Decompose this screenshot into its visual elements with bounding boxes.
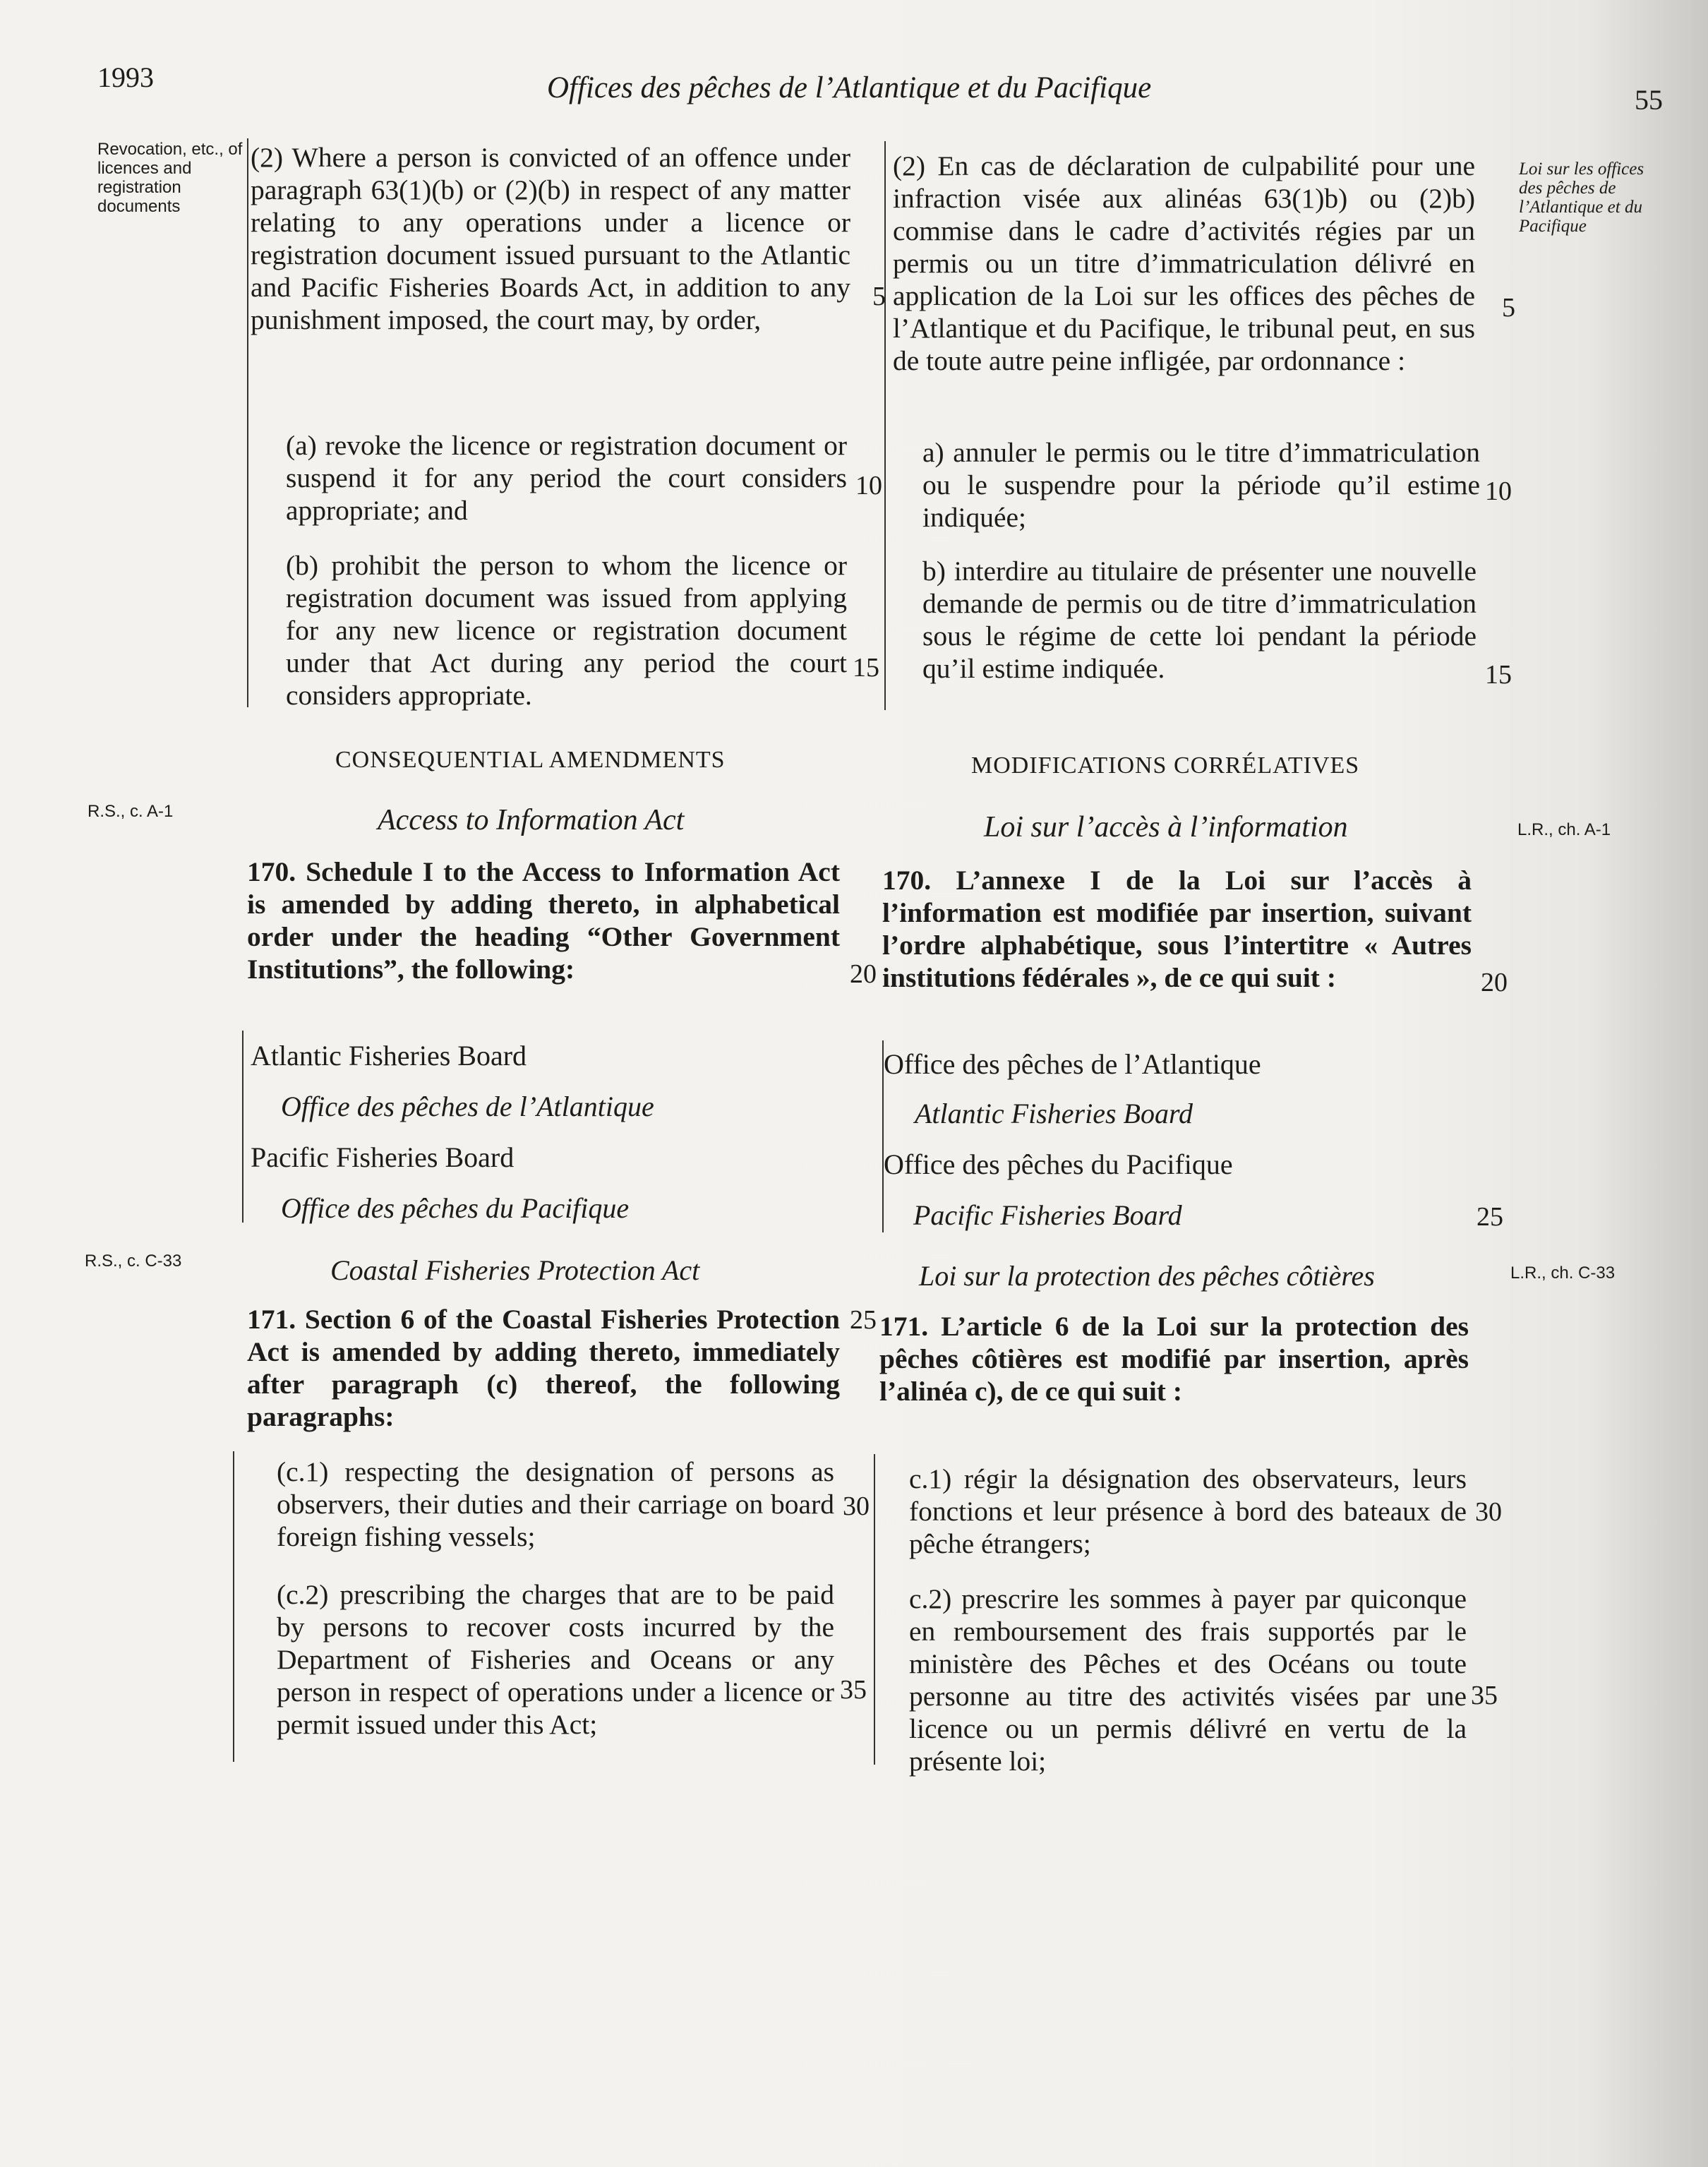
fr-heading-modifications: MODIFICATIONS CORRÉLATIVES bbox=[971, 752, 1360, 779]
page-number: 55 bbox=[1635, 84, 1663, 116]
margin-note-revocation: Revocation, etc., of licences and registration documents bbox=[97, 140, 243, 216]
en-section-171: 171. Section 6 of the Coastal Fisheries Protection Act is amended by adding thereto, immediately after paragraph (c) thereof, the following paragraphs: bbox=[247, 1304, 840, 1432]
fr-act-title-coastal: Loi sur la protection des pêches côtières bbox=[919, 1260, 1375, 1292]
en-paragraph-c1: (c.1) respecting the designation of persons as observers, their duties and their carriage on board foreign fishing vessels; bbox=[277, 1456, 834, 1552]
line-number: 15 bbox=[853, 653, 879, 683]
line-number: 35 bbox=[840, 1675, 867, 1705]
line-number: 35 bbox=[1471, 1681, 1498, 1710]
margin-note-loi-offices: Loi sur les offices des pêches de l’Atlantique et du Pacifique bbox=[1519, 160, 1644, 236]
en-act-title-coastal: Coastal Fisheries Protection Act bbox=[330, 1254, 700, 1286]
en-board-pacific: Pacific Fisheries Board bbox=[251, 1141, 515, 1173]
en-paragraph-c2: (c.2) prescribing the charges that are to be paid by persons to recover costs incurred by the Department of Fisheries and Oceans or any person in respect of operations under a licence or permit issued under this Act; bbox=[277, 1579, 834, 1740]
line-number: 25 bbox=[1477, 1202, 1503, 1232]
line-number: 5 bbox=[872, 282, 886, 311]
line-number: 30 bbox=[843, 1491, 870, 1521]
en-bar-paragraphs bbox=[233, 1451, 234, 1762]
en-bar-subsection bbox=[247, 138, 248, 707]
en-act-title-access: Access to Information Act bbox=[378, 804, 685, 836]
header-title: Offices des pêches de l’Atlantique et du Pacifique bbox=[547, 71, 1152, 104]
line-number: 5 bbox=[1502, 293, 1515, 323]
line-number: 20 bbox=[850, 959, 877, 989]
fr-bar-paragraphs bbox=[874, 1454, 875, 1765]
fr-section-171: 171. L’article 6 de la Loi sur la protection des pêches côtières est modifié par insertion, après l’alinéa c), de ce qui suit : bbox=[879, 1311, 1469, 1407]
en-board-pacific-fr: Office des pêches du Pacifique bbox=[281, 1192, 630, 1224]
fr-paragraph-c2: c.2) prescrire les sommes à payer par quiconque en remboursement des frais supportés par le ministère des Pêches et des Océans ou toute personne au titre des activités visées par une licence ou un permis délivré en vertu de la présente loi; bbox=[909, 1583, 1467, 1777]
en-board-atlantic: Atlantic Fisheries Board bbox=[251, 1040, 527, 1072]
margin-note-rs-a1: R.S., c. A-1 bbox=[88, 802, 174, 821]
margin-note-lr-a1: L.R., ch. A-1 bbox=[1517, 820, 1611, 839]
fr-board-atlantic-en: Atlantic Fisheries Board bbox=[915, 1098, 1193, 1129]
margin-note-lr-c33: L.R., ch. C-33 bbox=[1510, 1263, 1616, 1283]
fr-act-title-access: Loi sur l’accès à l’information bbox=[984, 811, 1348, 844]
fr-paragraph-b: b) interdire au titulaire de présenter une nouvelle demande de permis ou de titre d’immatriculation sous le régime de cette loi pendant la période qu’il estime indiquée. bbox=[922, 556, 1477, 684]
line-number: 10 bbox=[855, 471, 882, 500]
line-number: 15 bbox=[1485, 660, 1512, 690]
en-subsection-2: (2) Where a person is convicted of an offence under paragraph 63(1)(b) or (2)(b) in respect of any matter relating to any operations under a licence or registration document issued pursuant to the Atlantic and Pacific Fisheries Boards Act, in addition to any punishment imposed, the court may, by order, bbox=[251, 142, 850, 335]
fr-paragraph-c1: c.1) régir la désignation des observateurs, leurs fonctions et leur présence à bord des bateaux de pêche étrangers; bbox=[909, 1463, 1467, 1559]
line-number: 25 bbox=[850, 1305, 877, 1335]
fr-board-pacific: Office des pêches du Pacifique bbox=[884, 1148, 1233, 1180]
en-paragraph-b: (b) prohibit the person to whom the licence or registration document was issued from applying for any new licence or registration document under that Act during any period the court considers appropriate. bbox=[286, 550, 847, 711]
line-number: 30 bbox=[1475, 1497, 1502, 1527]
en-section-170: 170. Schedule I to the Access to Information Act is amended by adding thereto, in alphabetical order under the heading “Other Government Institutions”, the following: bbox=[247, 856, 840, 985]
header-year: 1993 bbox=[97, 61, 154, 93]
fr-board-pacific-en: Pacific Fisheries Board bbox=[913, 1199, 1182, 1231]
en-heading-amendments: CONSEQUENTIAL AMENDMENTS bbox=[335, 747, 726, 773]
line-number: 20 bbox=[1481, 968, 1508, 997]
en-bar-schedule bbox=[242, 1031, 243, 1223]
line-number: 10 bbox=[1485, 476, 1512, 506]
margin-note-rs-c33: R.S., c. C-33 bbox=[85, 1251, 182, 1271]
fr-paragraph-a: a) annuler le permis ou le titre d’immatriculation ou le suspendre pour la période qu’il estime indiquée; bbox=[922, 437, 1480, 533]
en-paragraph-a: (a) revoke the licence or registration document or suspend it for any period the court considers appropriate; and bbox=[286, 430, 847, 526]
fr-subsection-2: (2) En cas de déclaration de culpabilité pour une infraction visée aux alinéas 63(1)b) ou (2)b) commise dans le cadre d’activités régies par un permis ou un titre d’immatriculation délivré en application de la Loi sur les offices des pêches de l’Atlantique et du Pacifique, le tribunal peut, en sus de toute autre peine infligée, par ordonnance : bbox=[893, 150, 1475, 376]
fr-board-atlantic: Office des pêches de l’Atlantique bbox=[884, 1048, 1261, 1080]
fr-bar-subsection bbox=[884, 141, 886, 710]
en-board-atlantic-fr: Office des pêches de l’Atlantique bbox=[281, 1091, 654, 1122]
fr-section-170: 170. L’annexe I de la Loi sur l’accès à l’information est modifiée par insertion, suivant l’ordre alphabétique, sous l’intertitre « Autres institutions fédérales », de ce qui suit : bbox=[882, 865, 1472, 993]
